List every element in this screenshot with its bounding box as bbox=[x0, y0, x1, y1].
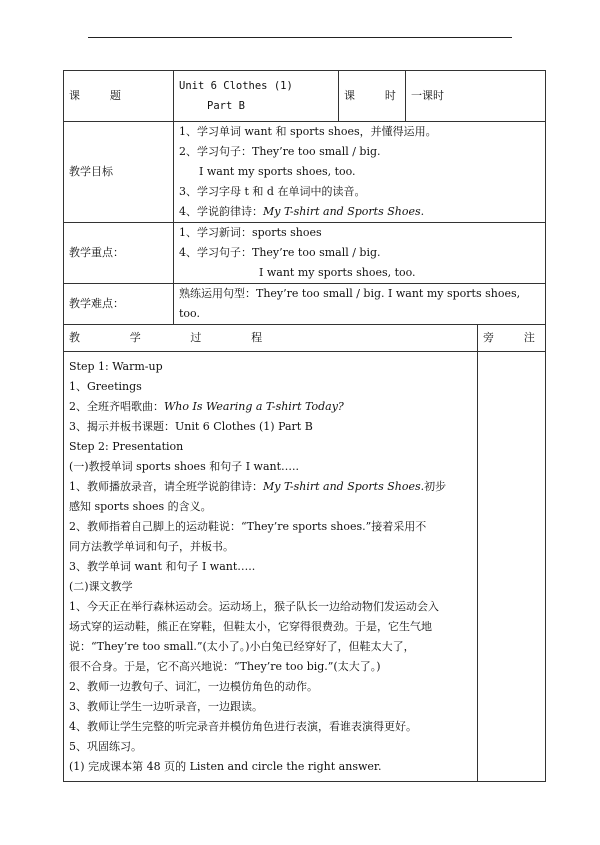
process-content bbox=[64, 352, 478, 782]
process-line bbox=[69, 737, 472, 757]
process-line-title: My T-shirt and Sports Shoes. bbox=[263, 480, 425, 493]
process-line bbox=[69, 557, 472, 577]
process-line bbox=[69, 437, 472, 457]
topic-row bbox=[64, 71, 546, 122]
goals-label: 教学目标 bbox=[64, 122, 174, 223]
process-line-text: 2、全班齐唱歌曲： bbox=[69, 400, 164, 413]
process-line bbox=[69, 417, 472, 437]
difficulties-label: 教学难点： bbox=[64, 284, 174, 325]
process-line-suffix: 初步 bbox=[424, 480, 447, 493]
process-line bbox=[69, 657, 472, 677]
process-line bbox=[69, 577, 472, 597]
process-line-text: 感知 sports shoes 的含义。 bbox=[69, 500, 212, 513]
goals-content bbox=[174, 122, 546, 223]
key-points-content bbox=[174, 223, 546, 284]
key-point-line: 1、学习新词：sports shoes bbox=[179, 226, 322, 239]
process-line-text: (1) 完成课本第 48 页的 Listen and circle the right answer. bbox=[69, 760, 382, 773]
topic-line-1: Unit 6 Clothes (1) bbox=[179, 80, 293, 92]
process-line bbox=[69, 597, 472, 617]
process-line-text: 4、教师让学生完整的听完录音并模仿角色进行表演，看谁表演得更好。 bbox=[69, 720, 417, 733]
goal-line: 1、学习单词 want 和 sports shoes，并懂得运用。 bbox=[179, 125, 437, 138]
process-line bbox=[69, 497, 472, 517]
process-line-text: 同方法教学单词和句子，并板书。 bbox=[69, 540, 234, 553]
header-rule bbox=[88, 37, 512, 38]
process-line-text: 2、教师指着自己脚上的运动鞋说：“They’re sports shoes.”接着采用不 bbox=[69, 520, 427, 533]
process-label: 教 学 过 程 bbox=[64, 325, 478, 352]
process-line-text: 1、教师播放录音，请全班学说韵律诗： bbox=[69, 480, 263, 493]
key-point-line: I want my sports shoes, too. bbox=[259, 266, 416, 279]
topic-label: 课 题 bbox=[64, 71, 174, 122]
difficulties-content: 熟练运用句型：They’re too small / big. I want my sports shoes, too. bbox=[174, 284, 546, 325]
key-points-row bbox=[64, 223, 546, 284]
process-line bbox=[69, 477, 472, 497]
process-header-row bbox=[64, 325, 546, 352]
process-line-text: (二)课文教学 bbox=[69, 580, 133, 593]
process-line-text: Step 1: Warm-up bbox=[69, 360, 163, 373]
goal-line: 3、学习字母 t 和 d 在单词中的读音。 bbox=[179, 185, 366, 198]
key-points-label: 教学重点： bbox=[64, 223, 174, 284]
process-line bbox=[69, 397, 472, 417]
lesson-plan-table bbox=[63, 70, 546, 782]
difficulties-row bbox=[64, 284, 546, 325]
poem-title: My T-shirt and Sports Shoes. bbox=[263, 205, 425, 218]
process-line-text: 5、巩固练习。 bbox=[69, 740, 142, 753]
goals-row bbox=[64, 122, 546, 223]
process-line-text: 说：“They’re too small.”(太小了。)小白兔已经穿好了，但鞋太大了， bbox=[69, 640, 415, 653]
process-line bbox=[69, 637, 472, 657]
process-line bbox=[69, 617, 472, 637]
process-line-text: 1、Greetings bbox=[69, 380, 142, 393]
process-line-text: 1、今天正在举行森林运动会。运动场上，猴子队长一边给动物们发运动会入 bbox=[69, 600, 439, 613]
process-line bbox=[69, 357, 472, 377]
process-line-text: 很不合身。于是，它不高兴地说：“They’re too big.”(太大了。) bbox=[69, 660, 381, 673]
process-line-text: 3、教学单词 want 和句子 I want….. bbox=[69, 560, 256, 573]
period-value: 一课时 bbox=[406, 71, 546, 122]
process-line bbox=[69, 517, 472, 537]
goal-line: 2、学习句子：They’re too small / big. bbox=[179, 145, 381, 158]
notes-content bbox=[478, 352, 546, 782]
process-line bbox=[69, 537, 472, 557]
process-line bbox=[69, 677, 472, 697]
process-line bbox=[69, 377, 472, 397]
process-line bbox=[69, 717, 472, 737]
process-line-title: Who Is Wearing a T-shirt Today? bbox=[164, 400, 344, 413]
notes-label: 旁 注 bbox=[478, 325, 546, 352]
period-label: 课 时 bbox=[339, 71, 406, 122]
process-body-row bbox=[64, 352, 546, 782]
goal-line: I want my sports shoes, too. bbox=[199, 165, 356, 178]
key-point-line: 4、学习句子：They’re too small / big. bbox=[179, 246, 381, 259]
topic-line-2: Part B bbox=[207, 100, 245, 112]
process-line-text: 2、教师一边教句子、词汇，一边模仿角色的动作。 bbox=[69, 680, 318, 693]
process-line-text: 场式穿的运动鞋，熊正在穿鞋，但鞋太小，它穿得很费劲。于是，它生气地 bbox=[69, 620, 432, 633]
topic-value bbox=[174, 71, 339, 122]
process-line-text: 3、教师让学生一边听录音，一边跟读。 bbox=[69, 700, 263, 713]
goal-line: 4、学说韵律诗：My T-shirt and Sports Shoes. bbox=[179, 205, 425, 218]
process-line-text: (一)教授单词 sports shoes 和句子 I want….. bbox=[69, 460, 300, 473]
process-line bbox=[69, 757, 472, 777]
process-line bbox=[69, 697, 472, 717]
process-line bbox=[69, 457, 472, 477]
process-line-text: Step 2: Presentation bbox=[69, 440, 184, 453]
process-line-text: 3、揭示并板书课题：Unit 6 Clothes (1) Part B bbox=[69, 420, 313, 433]
